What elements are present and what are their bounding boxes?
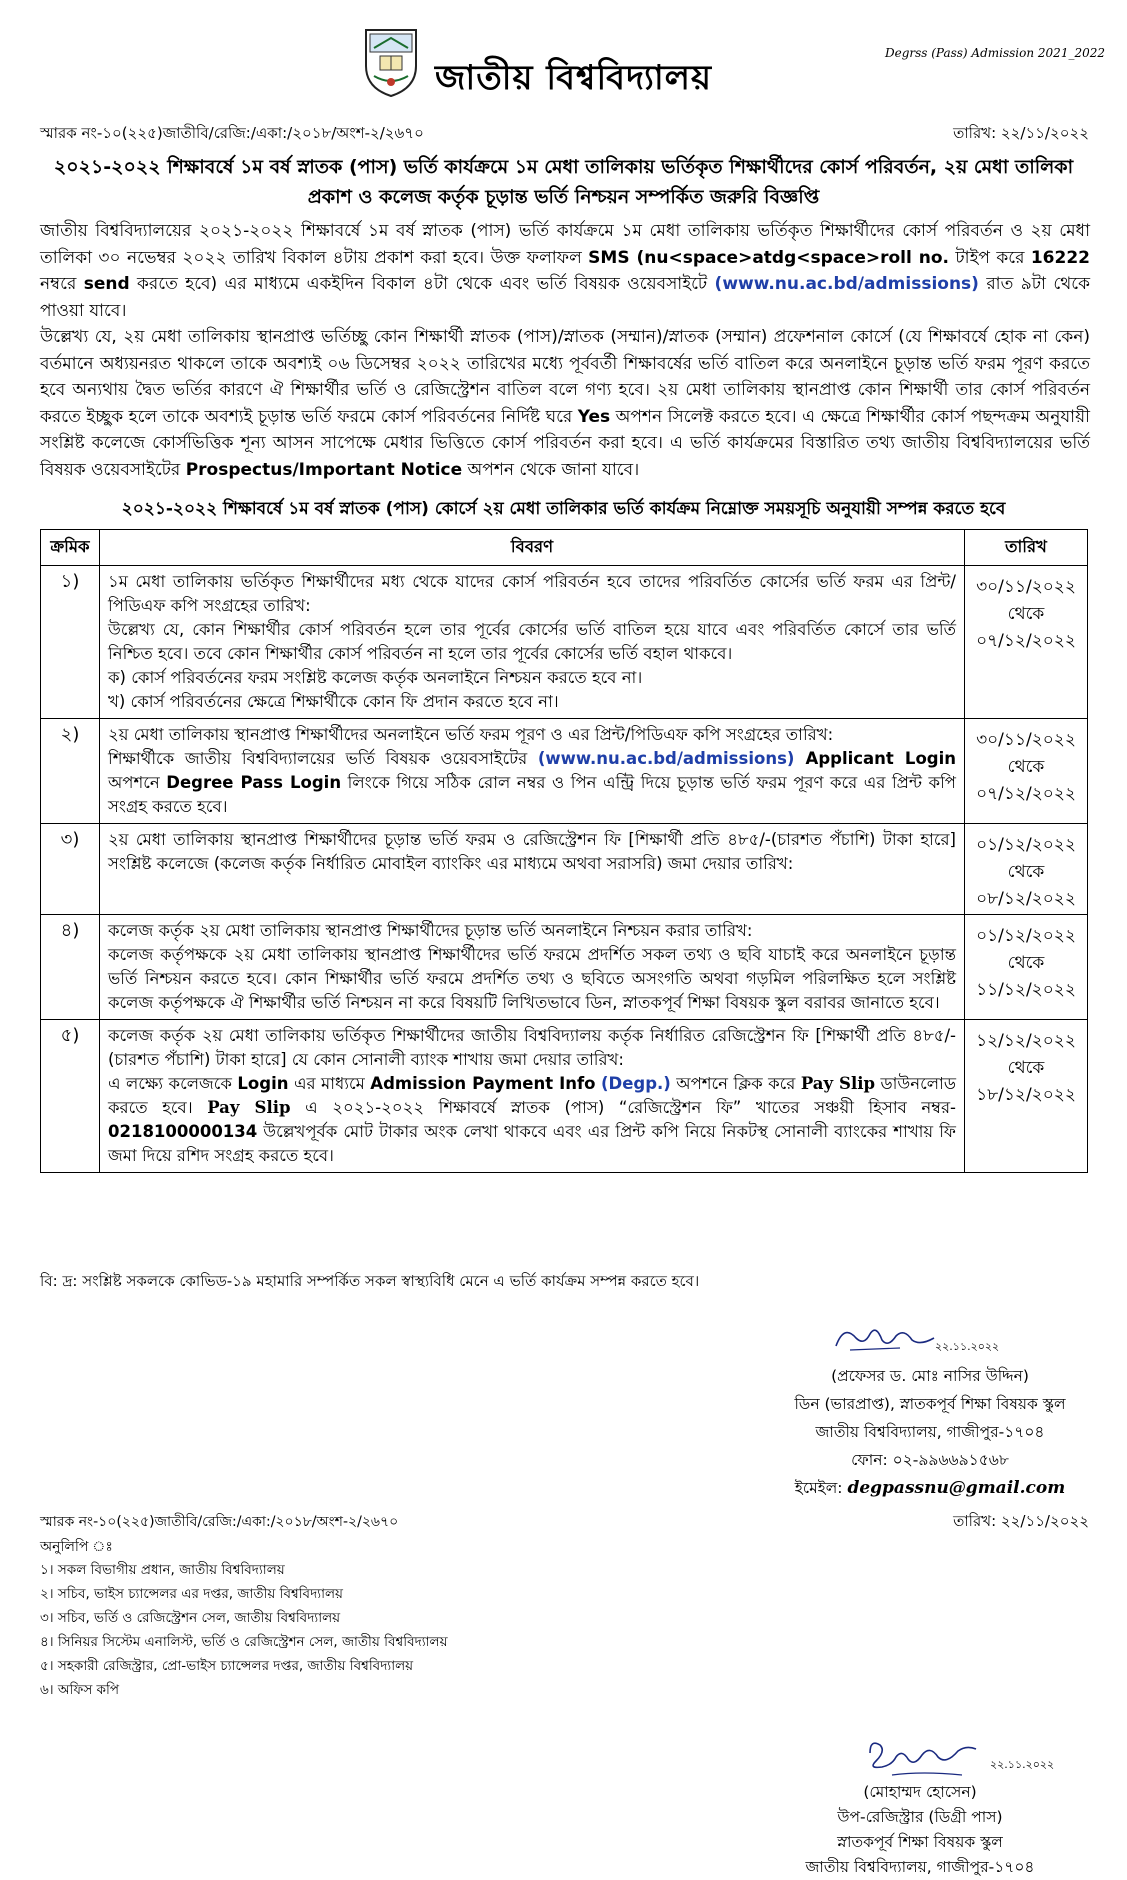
row-description: ১ম মেধা তালিকায় ভর্তিকৃত শিক্ষার্থীদের মধ্য থেকে যাদের কোর্স পরিবর্তন হবে তাদের পরিবর্তিত কোর্সের ভর্তি ফরম এর প্রিন্ট/পিডিএফ কপি সংগ্রহের তারিখ: উল্লেখ্য যে, কোন শিক্ষার্থীর কোর্স পরিবর্তন হলে তার পূর্বের কোর্সের ভর্তি বাতিল হয়ে যাবে এবং পরিবর্তিত কোর্সে তার ভর্তি নিশ্চিত হবে। তবে কোন শিক্ষার্থীর কোর্স পরিবর্তন না হলে তার পূর্বের কোর্সের ভর্তি বহাল থাকবে। ক) কোর্স পরিবর্তনের ফরম সংশ্লিষ্ট কলেজ কর্তৃক অনলাইনে নিশ্চয়ন করতে হবে না। খ) কোর্স পরিবর্তনের ক্ষেত্রে শিক্ষার্থীকে কোন ফি প্রদান করতে হবে না।: [100, 566, 965, 719]
list-item: ৫। সহকারী রেজিস্ট্রার, প্রো-ভাইস চ্যান্সেলর দপ্তর, জাতীয় বিশ্ববিদ্যালয়: [40, 1658, 414, 1674]
copy-list: [40, 1558, 448, 1702]
row-date: ০১/১২/২০২২ থেকে ০৮/১২/২০২২: [965, 824, 1088, 915]
paragraph-2: উল্লেখ্য যে, ২য় মেধা তালিকায় স্থানপ্রাপ্ত ভর্তিচ্ছু কোন শিক্ষার্থী স্নাতক (পাস)/স্নাতক (সম্মান)/স্নাতক (সম্মান) প্রফেশনাল কোর্সে (যে শিক্ষাবর্ষে হোক না কেন) বর্তমানে অধ্যয়নরত থাকলে তাকে অবশ্যই ০৬ ডিসেম্বর ২০২২ তারিখের মধ্যে পূর্ববর্তী শিক্ষাবর্ষের ভর্তি বাতিল করে অনলাইনে চূড়ান্ত ভর্তি ফরম পূরণ করতে হবে অন্যথায় দ্বৈত ভর্তির কারণে ঐ শিক্ষার্থীর ভর্তি ও রেজিস্ট্রেশন বাতিল বলে গণ্য হবে। ২য় মেধা তালিকায় স্থানপ্রাপ্ত কোন শিক্ষার্থী তার কোর্স পরিবর্তন করতে ইচ্ছুক হলে তাকে অবশ্যই চূড়ান্ত ভর্তি ফরমে কোর্স পরিবর্তনের নির্দিষ্ট ঘরে Yes অপশন সিলেক্ট করতে হবে। এ ক্ষেত্রে শিক্ষার্থীর কোর্স পছন্দক্রম অনুযায়ী সংশ্লিষ্ট কলেজে কোর্সভিত্তিক শূন্য আসন সাপেক্ষে মেধার ভিত্তিতে কোর্স পরিবর্তন করা হবে। এ ভর্তি কার্যক্রমের বিস্তারিত তথ্য জাতীয় বিশ্ববিদ্যালয়ের ভর্তি বিষয়ক ওয়েবসাইটের Prospectus/Important Notice অপশন থেকে জানা যাবে।: [40, 327, 1090, 480]
row-serial: ১): [41, 566, 100, 719]
row-description: কলেজ কর্তৃক ২য় মেধা তালিকায় স্থানপ্রাপ্ত শিক্ষার্থীদের চূড়ান্ত ভর্তি অনলাইনে নিশ্চয়ন করার তারিখ: কলেজ কর্তৃপক্ষকে ২য় মেধা তালিকায় স্থানপ্রাপ্ত শিক্ষার্থীদের ভর্তি ফরমে প্রদর্শিত সকল তথ্য ও ছবি যাচাই করে অনলাইনে চূড়ান্ত ভর্তি নিশ্চয়ন করতে হবে। কোন শিক্ষার্থীর ভর্তি ফরমে প্রদর্শিত তথ্য ও ছবিতে অসংগতি অথবা গড়মিল পরিলক্ষিত হলে সংশ্লিষ্ট কলেজ কর্তৃপক্ষকে ঐ শিক্ষার্থীর ভর্তি নিশ্চয়ন না করে বিষয়টি লিখিতভাবে ডিন, স্নাতকপূর্ব শিক্ষা বিষয়ক স্কুল বরাবর জানাতে হবে।: [100, 915, 965, 1020]
memo-date: তারিখ: ২২/১১/২০২২: [953, 124, 1089, 142]
signatory-block: [760, 1780, 1080, 1880]
row-date: ০১/১২/২০২২ থেকে ১১/১২/২০২২: [965, 915, 1088, 1020]
signatory-name: (প্রফেসর ড. মোঃ নাসির উদ্দিন): [831, 1367, 1029, 1385]
signature-date: ২২.১১.২০২২: [935, 1340, 1000, 1353]
row-serial: ২): [41, 719, 100, 824]
header-description: বিবরণ: [100, 530, 965, 566]
row-date: ৩০/১১/২০২২ থেকে ০৭/১২/২০২২: [965, 566, 1088, 719]
list-item: ১। সকল বিভাগীয় প্রধান, জাতীয় বিশ্ববিদ্যালয়: [40, 1562, 285, 1578]
signatory-office: স্নাতকপূর্ব শিক্ষা বিষয়ক স্কুল: [837, 1833, 1003, 1851]
notice-title: ২০২১-২০২২ শিক্ষাবর্ষে ১ম বর্ষ স্নাতক (পাস) ভর্তি কার্যক্রমে ১ম মেধা তালিকায় ভর্তিকৃত শিক্ষার্থীদের কোর্স পরিবর্তন, ২য় মেধা তালিকা প্রকাশ ও কলেজ কর্তৃক চূড়ান্ত ভর্তি নিশ্চয়ন সম্পর্কিত জরুরি বিজ্ঞপ্তি: [53, 156, 1074, 208]
corner-note: Degrss (Pass) Admission 2021_2022: [884, 46, 1105, 60]
university-logo: [360, 26, 422, 98]
signatory-name: (মোহাম্মদ হোসেন): [863, 1783, 977, 1801]
copy-memo-date: তারিখ: ২২/১১/২০২২: [953, 1512, 1089, 1530]
table-row: [41, 1020, 1088, 1173]
row-serial: ৩): [41, 824, 100, 915]
copy-title: অনুলিপি ঃ: [40, 1539, 113, 1555]
row-date: ১২/১২/২০২২ থেকে ১৮/১২/২০২২: [965, 1020, 1088, 1173]
row-serial: ৫): [41, 1020, 100, 1173]
schedule-heading: ২০২১-২০২২ শিক্ষাবর্ষে ১ম বর্ষ স্নাতক (পাস) কোর্সে ২য় মেধা তালিকার ভর্তি কার্যক্রম নিম্নোক্ত সময়সূচি অনুযায়ী সম্পন্ন করতে হবে: [121, 499, 1006, 519]
schedule-table: [40, 529, 1088, 1173]
university-name: জাতীয় বিশ্ববিদ্যালয়: [435, 58, 713, 98]
copy-memo-number: স্মারক নং-১০(২২৫)জাতীবি/রেজি:/একা:/২০১৮/অংশ-২/২৬৭০: [40, 1514, 399, 1530]
prospectus-option: Prospectus/Important Notice: [185, 459, 463, 480]
bank-account-number: 0218100000134: [108, 1122, 258, 1141]
list-item: ৬। অফিস কপি: [40, 1682, 119, 1698]
row-description: কলেজ কর্তৃক ২য় মেধা তালিকায় ভর্তিকৃত শিক্ষার্থীদের জাতীয় বিশ্ববিদ্যালয় কর্তৃক নির্ধারিত রেজিস্ট্রেশন ফি [শিক্ষার্থী প্রতি ৪৮৫/- (চারশত পঁচাশি) টাকা হারে] যে কোন সোনালী ব্যাংক শাখায় জমা দেয়ার তারিখ: এ লক্ষ্যে কলেজকে Login এর মাধ্যমে Admission Payment Info (Degp.) অপশনে ক্লিক করে Pay Slip ডাউনলোড করতে হবে। Pay Slip এ ২০২১-২০২২ শিক্ষাবর্ষে স্নাতক (পাস) “রেজিস্ট্রেশন ফি” খাতের সঞ্চয়ী হিসাব নম্বর- 0218100000134 উল্লেখপূর্বক মোট টাকার অংক লেখা থাকবে এবং এর প্রিন্ট কপি নিয়ে নিকটস্থ সোনালী ব্যাংকের শাখায় ফি জমা দিয়ে রশিদ সংগ্রহ করতে হবে।: [100, 1020, 965, 1173]
signature-date: ২২.১১.২০২২: [990, 1758, 1055, 1771]
signature-deputy-registrar: [862, 1735, 982, 1781]
admission-website-link[interactable]: (www.nu.ac.bd/admissions): [537, 749, 795, 768]
footnote: বি: দ্র: সংশ্লিষ্ট সকলকে কোভিড-১৯ মহামারি সম্পর্কিত সকল স্বাস্থ্যবিধি মেনে এ ভর্তি কার্যক্রম সম্পন্ন করতে হবে।: [40, 1272, 700, 1290]
signatory-designation: ডিন (ভারপ্রাপ্ত), স্নাতকপূর্ব শিক্ষা বিষয়ক স্কুল: [794, 1395, 1066, 1413]
sms-number: 16222: [1030, 247, 1090, 268]
signatory-office: জাতীয় বিশ্ববিদ্যালয়, গাজীপুর-১৭০৪: [815, 1423, 1045, 1441]
notice-body: [40, 218, 1090, 483]
paragraph-1: জাতীয় বিশ্ববিদ্যালয়ের ২০২১-২০২২ শিক্ষাবর্ষে ১ম বর্ষ স্নাতক (পাস) ভর্তি কার্যক্রমে ১ম মেধা তালিকায় ভর্তিকৃত শিক্ষার্থীদের কোর্স পরিবর্তন ও ২য় মেধা তালিকা ৩০ নভেম্বর ২০২২ তারিখ বিকাল ৪টায় প্রকাশ করা হবে। উক্ত ফলাফল SMS (nu<space>atdg<space>roll no. টাইপ করে 16222 নম্বরে send করতে হবে) এর মাধ্যমে একইদিন বিকাল ৪টা থেকে এবং ভর্তি বিষয়ক ওয়েবসাইটে (www.nu.ac.bd/admissions) রাত ৯টা থেকে পাওয়া যাবে।: [40, 221, 1090, 321]
memo-number: স্মারক নং-১০(২২৫)জাতীবি/রেজি:/একা:/২০১৮/অংশ-২/২৬৭০: [40, 124, 424, 142]
table-row: [41, 719, 1088, 824]
list-item: ৩। সচিব, ভর্তি ও রেজিস্ট্রেশন সেল, জাতীয় বিশ্ববিদ্যালয়: [40, 1610, 341, 1626]
sms-instruction: SMS (nu<space>atdg<space>roll no.: [588, 247, 949, 268]
signatory-email-line: ইমেইল: degpassnu@gmail.com: [794, 1478, 1066, 1498]
email-link[interactable]: degpassnu@gmail.com: [847, 1478, 1066, 1498]
header-serial: ক্রমিক: [41, 530, 100, 566]
row-date: ৩০/১১/২০২২ থেকে ০৭/১২/২০২২: [965, 719, 1088, 824]
header-date: তারিখ: [965, 530, 1088, 566]
signature-dean: [830, 1316, 940, 1356]
admission-website-link[interactable]: (www.nu.ac.bd/admissions): [714, 274, 979, 294]
table-row: [41, 915, 1088, 1020]
row-description: ২য় মেধা তালিকায় স্থানপ্রাপ্ত শিক্ষার্থীদের অনলাইনে ভর্তি ফরম পূরণ ও এর প্রিন্ট/পিডিএফ কপি সংগ্রহের তারিখ: শিক্ষার্থীকে জাতীয় বিশ্ববিদ্যালয়ের ভর্তি বিষয়ক ওয়েবসাইটের (www.nu.ac.bd/admissions) Applicant Login অপশনে Degree Pass Login লিংকে গিয়ে সঠিক রোল নম্বর ও পিন এন্ট্রি দিয়ে চূড়ান্ত ভর্তি ফরম পূরণ করে এর প্রিন্ট কপি সংগ্রহ করতে হবে।: [100, 719, 965, 824]
table-header-row: [41, 530, 1088, 566]
table-row: [41, 824, 1088, 915]
signatory-block: [790, 1362, 1070, 1502]
signatory-address: জাতীয় বিশ্ববিদ্যালয়, গাজীপুর-১৭০৪: [805, 1858, 1035, 1876]
row-description: ২য় মেধা তালিকায় স্থানপ্রাপ্ত শিক্ষার্থীদের চূড়ান্ত ভর্তি ফরম ও রেজিস্ট্রেশন ফি [শিক্ষার্থী প্রতি ৪৮৫/-(চারশত পঁচাশি) টাকা হারে] সংশ্লিষ্ট কলেজে (কলেজ কর্তৃক নির্ধারিত মোবাইল ব্যাংকিং এর মাধ্যমে অথবা সরাসরি) জমা দেয়ার তারিখ:: [100, 824, 965, 915]
row-serial: ৪): [41, 915, 100, 1020]
table-row: [41, 566, 1088, 719]
list-item: ২। সচিব, ভাইস চ্যান্সেলর এর দপ্তর, জাতীয় বিশ্ববিদ্যালয়: [40, 1586, 344, 1602]
signatory-designation: উপ-রেজিস্ট্রার (ডিগ্রী পাস): [837, 1808, 1003, 1826]
list-item: ৪। সিনিয়র সিস্টেম এনালিস্ট, ভর্তি ও রেজিস্ট্রেশন সেল, জাতীয় বিশ্ববিদ্যালয়: [40, 1634, 448, 1650]
signatory-phone: ফোন: ০২-৯৯৬৬৯১৫৬৮: [851, 1451, 1009, 1469]
